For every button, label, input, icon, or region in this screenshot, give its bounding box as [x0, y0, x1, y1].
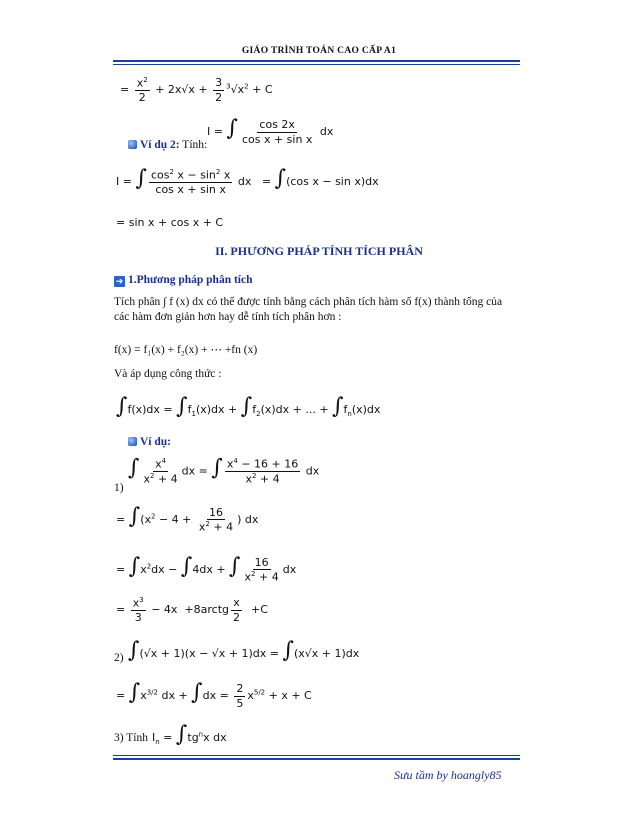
- decomposition-formula: f(x) = f₁(x) + f₂(x) + ⋯ +fn (x): [114, 344, 258, 356]
- arrow-right-icon: ➔: [115, 276, 124, 286]
- example1-formula: ∫ $\frac{x^4}{x^2 + 4}$ dx = ∫ $\frac{x^4 - 16 + 16}{x^2 + 4}$ dx: [128, 455, 320, 486]
- section-title: II. PHƯƠNG PHÁP TÍNH TÍCH PHÂN: [215, 244, 423, 258]
- example2b-formula: ∫(√x + 1)(x − √x + 1)dx = ∫(x√x + 1)dx: [128, 638, 360, 663]
- item-number-1: 1): [114, 482, 124, 494]
- example2-step1-formula: I = ∫ $\frac{\cos^2 x - \sin^2 x}{\text{cos x + sin x}}$ dx = ∫(cos x − sin x)dx: [116, 166, 379, 196]
- example2-label-text: Ví dụ 2:: [140, 139, 180, 151]
- subsection-heading: [114, 270, 252, 288]
- linearity-formula: $\int f(x)dx = \int f_1(x)dx + \int f_2(x)dx$ + ... + $\int f_n(x)dx$: [116, 394, 381, 419]
- item-number-3: 3) Tính: [114, 732, 148, 744]
- header-rule-thin: [113, 64, 520, 65]
- intro-line-2: các hàm đơn giản hơn hay dễ tính tích phân hơn :: [114, 311, 342, 323]
- item-number-2: 2): [114, 652, 124, 664]
- example3-formula: $I_n = \int tg^nx$ dx: [152, 722, 227, 747]
- header-rule-thick: [113, 60, 520, 62]
- bullet-icon: [128, 437, 137, 446]
- intro-line-1: Tích phân ∫ f (x) dx có thể được tính bằng cách phân tích hàm số f(x) thành tổng của: [114, 296, 503, 308]
- examples-label-text: Ví dụ:: [140, 436, 171, 448]
- page-header-title: GIÁO TRÌNH TOÁN CAO CẤP A1: [241, 46, 397, 56]
- example1-step3-formula: = $\int x^2dx - \int 4dx$ + ∫ $\frac{16}{x^2 + 4}$ dx: [116, 554, 297, 584]
- apply-formula-text: Và áp dụng công thức :: [114, 368, 222, 380]
- footer-rule-thick: [113, 758, 520, 760]
- bullet-icon: [128, 140, 137, 149]
- example2-result-formula: = sin x + cos x + C: [116, 216, 224, 229]
- subsection-title: 1.Phương pháp phân tích: [128, 274, 253, 286]
- example1-step2-formula: = $\int(x^2 - 4$ + $\frac{16}{x^2 + 4}$ ) dx: [116, 504, 259, 534]
- footer-rule-thin: [113, 755, 520, 756]
- example2-prefix: Tính:: [182, 139, 208, 151]
- previous-result-formula: = $\frac{x^2}{2}$ + 2x√x + $\frac{3}{2}$ $^3√x^2 + C$: [120, 76, 273, 104]
- example2-label: [128, 139, 207, 151]
- example2-integral-formula: I = ∫ $\frac{\cos 2x}{\text{cos x + sin x}}$ dx: [207, 116, 334, 146]
- footer-credit: Sưu tầm by hoangly85: [394, 768, 502, 782]
- example1-result-formula: = $\frac{x^3}{3}$ − 4x +8arctg $\frac{x}{2}$ +C: [116, 596, 268, 624]
- example2b-result-formula: = $\int x^{3/2}$ dx + ∫dx = $\frac{2}{5}$ $x^{5/2} + x + C$: [116, 680, 312, 710]
- examples-label: [128, 432, 171, 450]
